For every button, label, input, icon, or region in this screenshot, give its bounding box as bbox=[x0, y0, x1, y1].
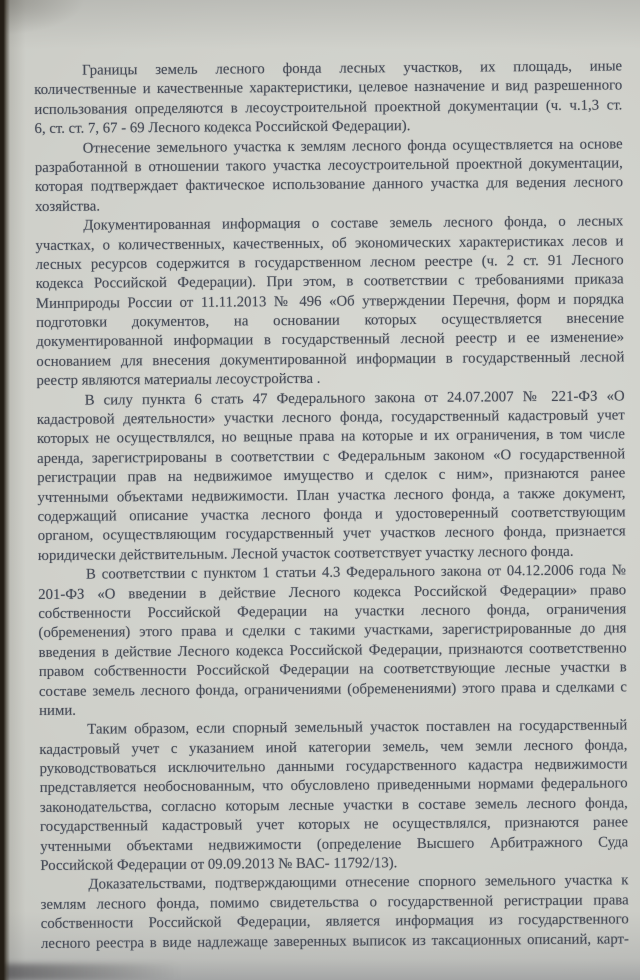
text-line: (обременения) этого права и сделки с такими участками, зарегистрированные до дня bbox=[38, 620, 627, 642]
text-line: законодательства, согласно которым лесные участки в составе земель лесного фонда, bbox=[39, 795, 628, 816]
text-line: кадастровый учет с указанием иной категории земель, чем земли лесного фонда, bbox=[39, 737, 628, 758]
text-line: В соответствии с пунктом 1 статьи 4.3 Федерального закона от 04.12.2006 года № bbox=[85, 562, 627, 583]
text-line: землям лесного фонда, помимо свидетельства о государственной регистрации права bbox=[40, 892, 629, 913]
text-line: аренда, зарегистрированы в соответствии с Федеральным законом «О государственной bbox=[37, 446, 626, 467]
text-line: Отнесение земельного участка к землям лесного фонда осуществляется на основе bbox=[82, 135, 623, 157]
text-line: Документированная информация о составе земель лесного фонда, о лесных bbox=[83, 213, 624, 234]
text-line: юридически действительным. Лесной участок соответствует участку лесного фонда. bbox=[37, 543, 574, 564]
text-line: собственности Российской Федерации, является информация из государственного bbox=[40, 911, 629, 933]
text-line: учтенными объектами недвижимости. План участка лесного фонда, а также документ, bbox=[37, 484, 626, 506]
text-line: которая подтверждает фактическое использование данного участка для ведения лесного bbox=[34, 174, 624, 196]
text-line: регистрации прав на недвижимое имущество и сделок с ним», признаются ранее bbox=[37, 465, 626, 487]
text-line: хозяйства. bbox=[35, 198, 101, 215]
text-line: разработанной в отношении такого участка лесоустроительной проектной документации, bbox=[34, 155, 623, 176]
text-line: руководствоваться исключительно данными государственного кадастра недвижимости bbox=[39, 756, 628, 778]
text-line: содержащий описание участка лесного фонда и удостоверенный соответствующим bbox=[37, 504, 626, 525]
paragraph bbox=[40, 872, 629, 954]
text-line: 6, ст. ст. 7, 67 - 69 Лесного кодекса Российской Федерации). bbox=[34, 118, 411, 138]
text-line: основанием для внесения документированной информации в государственный лесной bbox=[36, 349, 625, 370]
text-line: представляется необоснованным, что обусловлено приведенными нормами федерального bbox=[39, 775, 628, 797]
text-line: Минприроды России от 11.11.2013 № 496 «Об утверждении Перечня, форм и порядка bbox=[35, 291, 624, 312]
text-line: реестр являются материалы лесоустройства . bbox=[36, 371, 321, 390]
text-line: участках, о количественных, качественных, об экономических характеристиках лесов и bbox=[35, 232, 624, 254]
text-line: органом, осуществляющим государственный учет участков лесного фонда, признается bbox=[37, 523, 626, 545]
text-line: учтенными объектами недвижимости (определение Высшего Арбитражного Суда bbox=[40, 833, 629, 855]
text-line: которых не осуществлялся, но вещные права на которые и их ограничения, в том числе bbox=[36, 426, 626, 448]
document-body bbox=[34, 57, 629, 954]
text-line: правом собственности Российской Федерации на соответствующие лесные участки в bbox=[38, 659, 627, 681]
text-line: составе земель лесного фонда, ограничениями (обременениями) этого права и сделками с bbox=[38, 678, 627, 700]
text-line: В силу пункта 6 стать 47 Федерального закона от 24.07.2007 № 221-ФЗ «О bbox=[84, 388, 625, 409]
text-line: Границы земель лесного фонда лесных участков, их площадь, иные bbox=[82, 58, 623, 79]
text-line: лесных ресурсов содержится в государственном лесном реестре (ч. 2 ст. 91 Лесного bbox=[35, 252, 624, 273]
paragraph bbox=[34, 57, 623, 139]
text-line: количественные и качественные характеристики, целевое назначение и вид разрешенного bbox=[34, 77, 623, 99]
text-line: Доказательствами, подтверждающими отнесение спорного земельного участка к bbox=[88, 872, 629, 894]
text-line: документированной информации в государственный лесной реестр и ее изменение» bbox=[36, 329, 625, 351]
text-line: использования определяются в лесоустроительной проектной документации (ч. ч.1,3 ст. bbox=[34, 97, 623, 118]
text-line: лесного реестра в виде надлежаще заверенных выписок из таксационных описаний, карт- bbox=[40, 930, 629, 952]
text-line: Таким образом, если спорный земельный участок поставлен на государственный bbox=[87, 717, 628, 738]
paragraph bbox=[37, 387, 626, 566]
photo-left-edge bbox=[0, 0, 10, 980]
top-left-shadow bbox=[0, 0, 120, 50]
text-line: 201-ФЗ «О введении в действие Лесного кодекса Российской Федерации» право bbox=[38, 581, 627, 603]
text-line: введения в действие Лесного кодекса Российской Федерации, признаются соответственно bbox=[38, 640, 627, 661]
paragraph bbox=[38, 562, 627, 722]
text-line: подготовки документов, на основании которых осуществляется внесение bbox=[35, 310, 625, 332]
text-line: государственный кадастровый учет которых не осуществлялся, признаются ранее bbox=[39, 814, 629, 836]
paragraph bbox=[35, 135, 624, 217]
text-line: кадастровой деятельности» участки лесного фонда, государственный кадастровый учет bbox=[36, 407, 625, 429]
bottom-left-shadow bbox=[0, 964, 180, 980]
text-line: Российской Федерации от 09.09.2013 № ВАС- 11792/13). bbox=[40, 855, 398, 874]
paragraph bbox=[35, 213, 624, 392]
text-line: ними. bbox=[39, 702, 76, 719]
text-line: кодекса Российской Федерации). При этом, в соответствии с требованиями приказа bbox=[35, 271, 624, 293]
paragraph bbox=[39, 717, 628, 877]
text-line: собственности Российской Федерации на участки лесного фонда, ограничения bbox=[38, 601, 627, 622]
